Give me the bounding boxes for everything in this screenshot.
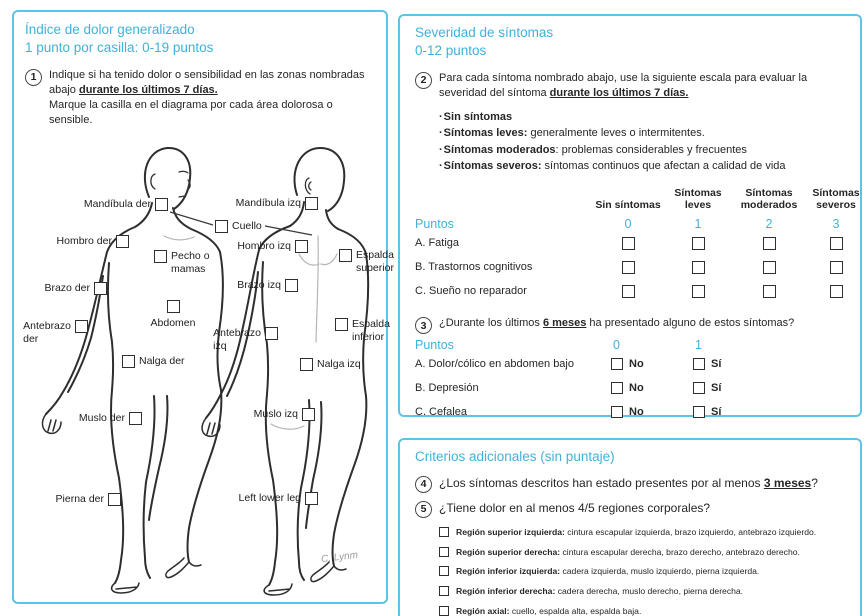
step-3-text-pre: ¿Durante los últimos bbox=[439, 317, 543, 330]
region-desc: cadera derecha, muslo derecho, pierna derecha. bbox=[555, 586, 744, 597]
scale-item-term: Síntomas moderados bbox=[443, 143, 556, 156]
severity-points-value-3: 3 bbox=[832, 217, 840, 232]
region-text-2 bbox=[456, 566, 759, 577]
pain-index-panel bbox=[12, 10, 394, 604]
severity-checkbox-r2-c0[interactable] bbox=[622, 285, 635, 298]
q3-checkbox-r0-no[interactable] bbox=[611, 358, 623, 370]
left-lower-leg-checkbox[interactable] bbox=[305, 492, 318, 505]
step-1-text bbox=[49, 68, 375, 129]
region-desc: cuello, espalda alta, espalda baja. bbox=[509, 605, 642, 616]
region-checkbox-0[interactable] bbox=[439, 527, 449, 537]
brazo-der-label: Brazo der bbox=[44, 282, 90, 294]
espalda-superior-label-line2: superior bbox=[356, 261, 394, 274]
mandibula-der-checkbox[interactable] bbox=[155, 198, 168, 211]
region-text-1 bbox=[456, 547, 800, 558]
scale-item-0 bbox=[439, 109, 845, 126]
mandibula-izq-checkbox[interactable] bbox=[305, 197, 318, 210]
severity-table bbox=[415, 186, 860, 303]
step-5 bbox=[415, 500, 845, 518]
severity-title bbox=[415, 24, 845, 60]
step-2-text bbox=[439, 71, 845, 101]
step-1-number: 1 bbox=[25, 69, 42, 86]
region-desc: cadera izquierda, muslo izquierdo, pierna izquierda. bbox=[560, 566, 760, 577]
cuello-checkbox[interactable] bbox=[215, 220, 228, 233]
q3-row-label-0: A. Dolor/cólico en abdomen bajo bbox=[415, 358, 574, 371]
muslo-der-checkbox[interactable] bbox=[129, 412, 142, 425]
pierna-der-label: Pierna der bbox=[55, 493, 104, 505]
region-term: Región inferior derecha: bbox=[456, 586, 556, 597]
hombro-der-checkbox[interactable] bbox=[116, 235, 129, 248]
scale-item-2 bbox=[439, 142, 845, 159]
muslo-der-label: Muslo der bbox=[78, 412, 125, 424]
q3-option-label: Sí bbox=[711, 358, 722, 371]
brazo-izq-label: Brazo izq bbox=[237, 279, 281, 291]
step-3-text bbox=[439, 316, 794, 331]
brazo-der-checkbox[interactable] bbox=[94, 282, 107, 295]
antebrazo-der-checkbox[interactable] bbox=[75, 320, 88, 333]
severity-points-value-0: 0 bbox=[624, 217, 632, 232]
scale-item-desc: síntomas continuos que afectan a calidad de vida bbox=[541, 160, 786, 173]
nalga-der-label: Nalga der bbox=[139, 355, 185, 367]
severity-row-label-1: B. Trastornos cognitivos bbox=[415, 261, 533, 274]
body-pain-diagram bbox=[16, 128, 394, 600]
scale-item-desc: : problemas considerables y frecuentes bbox=[555, 143, 747, 156]
severity-row-label-2: C. Sueño no reparador bbox=[415, 285, 527, 298]
abdomen-checkbox[interactable] bbox=[167, 300, 180, 313]
step-1-text-post: Marque la casilla en el diagrama por cada área dolorosa o sensible. bbox=[49, 98, 333, 127]
scale-item-desc: generalmente leves o intermitentes. bbox=[527, 127, 705, 140]
espalda-inferior-label-line2: inferior bbox=[352, 330, 385, 343]
severity-checkbox-r1-c1[interactable] bbox=[692, 261, 705, 274]
step-2-number: 2 bbox=[415, 72, 432, 89]
pain-index-title bbox=[25, 21, 375, 57]
six-month-symptoms-table bbox=[415, 338, 845, 424]
region-desc: cintura escapular izquierda, brazo izquierdo, antebrazo izquierdo. bbox=[564, 526, 817, 537]
severity-checkbox-r2-c2[interactable] bbox=[763, 285, 776, 298]
abdomen-label: Abdomen bbox=[150, 317, 196, 329]
severity-checkbox-r2-c1[interactable] bbox=[692, 285, 705, 298]
step-3 bbox=[415, 316, 845, 334]
pierna-der-checkbox[interactable] bbox=[108, 493, 121, 506]
antebrazo-izq-label-line2: izq bbox=[213, 339, 227, 352]
antebrazo-izq-checkbox[interactable] bbox=[265, 327, 278, 340]
q3-checkbox-r0-si[interactable] bbox=[693, 358, 705, 370]
pecho-o-mamas-checkbox[interactable] bbox=[154, 250, 167, 263]
region-criterion-0 bbox=[439, 527, 845, 538]
q3-puntos-label: Puntos bbox=[415, 338, 454, 353]
illustrator-signature: C. Lynm bbox=[320, 549, 359, 566]
nalga-der-checkbox[interactable] bbox=[122, 355, 135, 368]
pain-index-title-line2: 1 punto por casilla: 0-19 puntos bbox=[25, 39, 214, 55]
q3-option-label: No bbox=[629, 406, 644, 419]
severity-checkbox-r1-c2[interactable] bbox=[763, 261, 776, 274]
step-4-text-pre: ¿Los síntomas descritos han estado presentes por al menos bbox=[439, 475, 764, 490]
scale-item-term: Síntomas leves: bbox=[443, 127, 528, 140]
mandibula-der-label: Mandíbula der bbox=[83, 198, 151, 210]
espalda-superior-label: Espalda superior bbox=[356, 249, 394, 274]
pecho-o-mamas-label: Pecho o mamas bbox=[171, 250, 210, 275]
scale-item-term: Sin síntomas bbox=[443, 110, 513, 123]
severity-points-value-1: 1 bbox=[694, 217, 702, 232]
q3-checkbox-r2-no[interactable] bbox=[611, 406, 623, 418]
body-figure-back bbox=[202, 148, 368, 595]
severity-col-header-2: Síntomas moderados bbox=[740, 186, 798, 212]
espalda-inferior-label: Espalda inferior bbox=[352, 318, 390, 343]
muslo-izq-checkbox[interactable] bbox=[302, 408, 315, 421]
severity-checkbox-r0-c3[interactable] bbox=[830, 237, 843, 250]
severity-puntos-label: Puntos bbox=[415, 217, 454, 232]
region-term: Región superior derecha: bbox=[456, 546, 561, 557]
region-criterion-2 bbox=[439, 566, 845, 577]
espalda-superior-checkbox[interactable] bbox=[339, 249, 352, 262]
brazo-izq-checkbox[interactable] bbox=[285, 279, 298, 292]
antebrazo-izq-label: Antebrazo izq bbox=[213, 327, 261, 352]
criteria-title: Criterios adicionales (sin puntaje) bbox=[415, 449, 615, 464]
q3-option-label: Sí bbox=[711, 382, 722, 395]
hombro-izq-label: Hombro izq bbox=[237, 240, 291, 252]
severity-points-value-2: 2 bbox=[765, 217, 773, 232]
severity-checkbox-r1-c3[interactable] bbox=[830, 261, 843, 274]
step-1-text-pre: Indique si ha tenido dolor o sensibilidad en las zonas nombradas abajo bbox=[49, 68, 365, 96]
q3-option-label: No bbox=[629, 382, 644, 395]
severity-col-header-1: Síntomas leves bbox=[674, 186, 722, 212]
severity-checkbox-r2-c3[interactable] bbox=[830, 285, 843, 298]
muslo-izq-label: Muslo izq bbox=[253, 408, 298, 420]
hombro-izq-checkbox[interactable] bbox=[295, 240, 308, 253]
severity-col-header-3: Síntomas severos bbox=[812, 186, 860, 212]
region-checkbox-3[interactable] bbox=[439, 586, 449, 596]
region-desc: cintura escapular derecha, brazo derecho, antebrazo derecho. bbox=[560, 546, 800, 557]
step-3-text-post: ha presentado alguno de estos síntomas? bbox=[586, 317, 795, 330]
scale-item-3 bbox=[439, 158, 845, 175]
q3-row-label-1: B. Depresión bbox=[415, 382, 479, 395]
region-term: Región superior izquierda: bbox=[456, 526, 565, 537]
region-criterion-1 bbox=[439, 547, 845, 558]
pecho-o-mamas-label-line2: mamas bbox=[171, 262, 206, 275]
q3-option-label: No bbox=[629, 358, 644, 371]
severity-checkbox-r0-c2[interactable] bbox=[763, 237, 776, 250]
step-4-text-bold: 3 meses bbox=[763, 475, 812, 490]
step-5-number: 5 bbox=[415, 501, 432, 518]
region-text-3 bbox=[456, 586, 743, 597]
hombro-der-label: Hombro der bbox=[56, 235, 112, 247]
espalda-inferior-checkbox[interactable] bbox=[335, 318, 348, 331]
step-1 bbox=[25, 68, 375, 129]
region-checkbox-2[interactable] bbox=[439, 566, 449, 576]
region-criterion-3 bbox=[439, 586, 845, 597]
q3-option-label: Sí bbox=[711, 406, 722, 419]
scale-item-1 bbox=[439, 125, 845, 142]
q3-checkbox-r1-no[interactable] bbox=[611, 382, 623, 394]
q3-checkbox-r2-si[interactable] bbox=[693, 406, 705, 418]
severity-row-label-0: A. Fatiga bbox=[415, 237, 460, 250]
q3-row-label-2: C. Cefalea bbox=[415, 406, 467, 419]
severity-checkbox-r1-c0[interactable] bbox=[622, 261, 635, 274]
step-4-text-post: ? bbox=[811, 475, 818, 490]
severity-checkbox-r0-c1[interactable] bbox=[692, 237, 705, 250]
q3-points-value-0: 0 bbox=[613, 338, 620, 353]
q3-checkbox-r1-si[interactable] bbox=[693, 382, 705, 394]
step-2-text-pre: Para cada síntoma nombrado abajo, use la siguiente escala para evaluar la severidad del síntoma bbox=[439, 71, 808, 99]
nalga-izq-label: Nalga izq bbox=[317, 358, 361, 370]
step-1-text-bold: durante los últimos 7 días. bbox=[78, 83, 218, 96]
left-lower-leg-label: Left lower leg bbox=[238, 492, 301, 504]
symptom-severity-panel bbox=[398, 14, 862, 417]
region-term: Región axial: bbox=[456, 605, 510, 616]
severity-col-header-0: Sin síntomas bbox=[595, 199, 661, 212]
additional-criteria-panel bbox=[398, 438, 862, 616]
region-checkbox-4[interactable] bbox=[439, 606, 449, 616]
region-term: Región inferior izquierda: bbox=[456, 566, 561, 577]
scale-item-term: Síntomas severos: bbox=[443, 160, 542, 173]
body-region-criteria-list bbox=[415, 527, 845, 616]
step-4 bbox=[415, 475, 845, 493]
pain-index-title-line1: Índice de dolor generalizado bbox=[25, 22, 195, 37]
antebrazo-der-label-line2: der bbox=[23, 332, 39, 345]
step-5-text: ¿Tiene dolor en al menos 4/5 regiones corporales? bbox=[439, 500, 711, 515]
step-4-text bbox=[439, 475, 818, 492]
region-checkbox-1[interactable] bbox=[439, 547, 449, 557]
nalga-izq-checkbox[interactable] bbox=[300, 358, 313, 371]
antebrazo-der-label: Antebrazo der bbox=[23, 320, 71, 345]
mandibula-izq-label: Mandíbula izq bbox=[235, 197, 301, 209]
region-text-4 bbox=[456, 606, 641, 616]
step-3-number: 3 bbox=[415, 317, 432, 334]
cuello-label: Cuello bbox=[232, 220, 262, 232]
step-2 bbox=[415, 71, 845, 101]
severity-title-line1: Severidad de síntomas bbox=[415, 25, 554, 40]
severity-scale-legend bbox=[439, 109, 845, 175]
severity-checkbox-r0-c0[interactable] bbox=[622, 237, 635, 250]
q3-points-value-1: 1 bbox=[695, 338, 702, 353]
step-2-text-bold: durante los últimos 7 días. bbox=[549, 86, 689, 99]
step-4-number: 4 bbox=[415, 476, 432, 493]
step-3-text-bold: 6 meses bbox=[542, 317, 587, 330]
severity-title-line2: 0-12 puntos bbox=[415, 42, 487, 58]
region-text-0 bbox=[456, 527, 816, 538]
body-figure-front bbox=[42, 148, 223, 593]
region-criterion-4 bbox=[439, 606, 845, 616]
